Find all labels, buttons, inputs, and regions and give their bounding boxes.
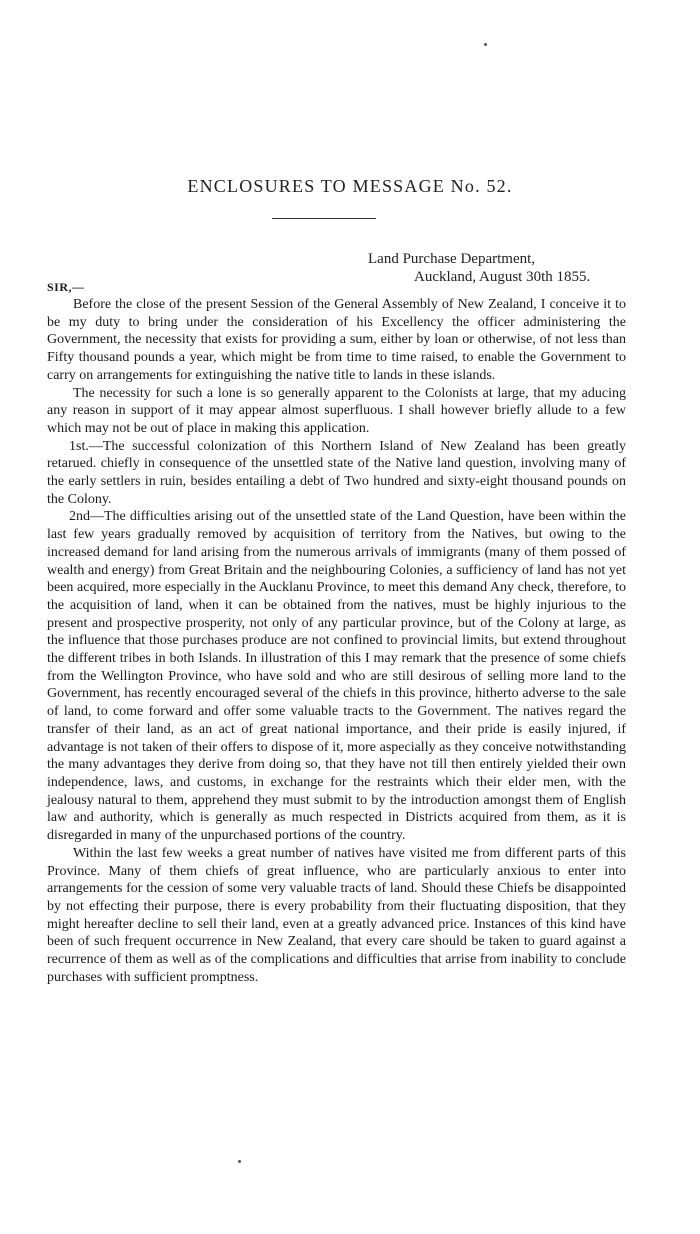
address-line-place-date: Auckland, August 30th 1855. [414, 269, 591, 285]
paper-speck [238, 1160, 241, 1163]
paragraph: Before the close of the present Session of the General Assembly of New Zealand, I conceive it to be my duty to bring under the consideration of his Excellency the officer administering the Government, the necessity that exists for providing a sum, either by loan or otherwise, of not less than Fifty thousand pounds a year, which might be from time to time raised, to enable the Government to carry on arrangements for extinguishing the native title to lands in these islands. [47, 297, 626, 383]
paragraph: 1st.—The successful colonization of this Northern Island of New Zealand has been greatly retarued. chiefly in consequence of the unsettled state of the Native land question, involving many of the early settlers in ruin, besides entailing a debt of Two hundred and sixty-eight thousand pounds on the Colony. [47, 438, 626, 507]
salutation: SIR,— [47, 280, 85, 294]
paragraph: 2nd—The difficulties arising out of the unsettled state of the Land Question, have been within the last few years gradually removed by acquisition of territory from the Natives, but owing to the increased demand for land arising from the numerous arrivals of immigrants (many of them possed of wealth and energy) from Great Britain and the neighbouring Colonies, a sufficiency of land has not yet been acquired, more especially in the Aucklanu Province, to meet this demand Any check, therefore, to the acquisition of land, when it can be obtained from the natives, must be highly injurious to the present and prospective prosperity, not only of any particular province, but of the Colony at large, as the influence that those purchases produce are not confined to provincial limits, but extend throughout the different tribes in both Islands. In illustration of this I may remark that the presence of some chiefs from the Wellington Province, who have sold and who are still desirous of selling more land to the Government, has recently encouraged several of the chiefs in this province, hitherto adverse to the sale of land, to come forward and offer some valuable tracts to the Government. The natives regard the transfer of their land, as an act of great national importance, and their pride is easily injured, if advantage is not taken of their offers to dispose of it, more aspecially as they conceive notwithstanding the many advantages they derive from doing so, that they have not till then entirely yielded their own independence, laws, and customs, in exchange for the restraints which their elder men, with the jealousy natural to them, apprehend they must submit to by the introduction amongst them of English law and authority, which is generally as much respected in Districts acquired from them, as it is disregarded in many of the unpurchased portions of the country. [47, 509, 626, 844]
paragraph: Within the last few weeks a great number of natives have visited me from different parts of this Province. Many of them chiefs of great influence, who are particularly anxious to enter into arrangements for the cession of some very valuable tracts of land. Should these Chiefs be disappointed by not effecting their purpose, there is every probability from their fluctuating disposition, that they might hereafter decline to sell their land, even at a greatly advanced price. Instances of this kind have been of such frequent occurrence in New Zealand, that every care should be taken to guard against a recurrence of them as well as of the complications and difficulties that arrise from inability to conclude purchases with sufficient promptness. [47, 845, 626, 985]
address-line-department: Land Purchase Department, [368, 251, 536, 267]
paper-speck [484, 43, 487, 46]
heading-divider [272, 218, 376, 219]
document-heading: ENCLOSURES TO MESSAGE No. 52. [187, 176, 513, 196]
letter-body [47, 296, 626, 986]
sender-address [368, 250, 590, 286]
paragraph: The necessity for such a lone is so generally apparent to the Colonists at large, that my aducing any reason in support of it may appear almost superfluous. I shall however briefly allude to a few which may not be out of place in making this application. [47, 385, 626, 436]
